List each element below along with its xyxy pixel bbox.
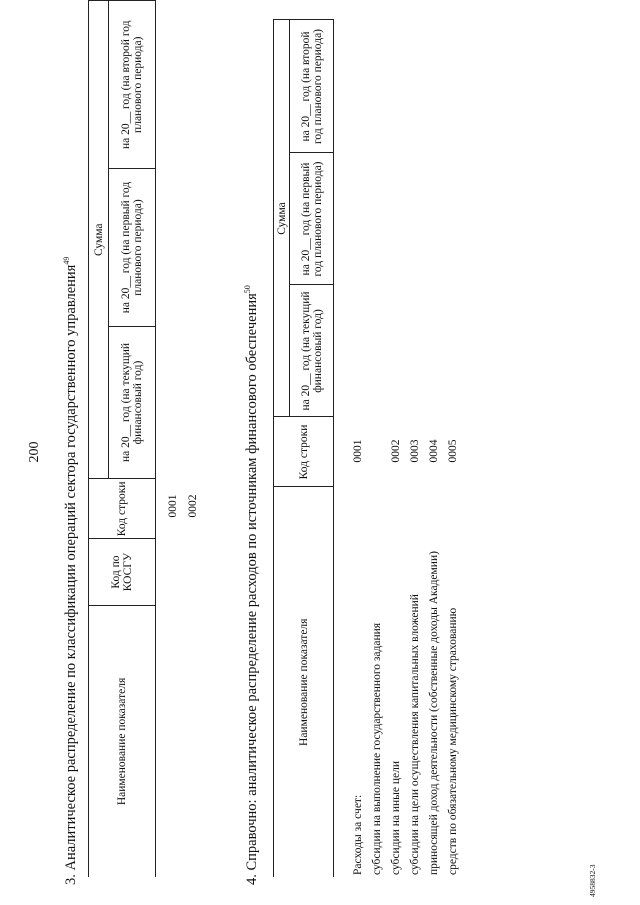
section4-row-code: 0005 xyxy=(447,439,459,463)
section4-row-label: средств по обязательному медицинскому страхованию xyxy=(447,607,459,875)
header-first-year: на 20__ год (на первый год планового периода) xyxy=(290,153,334,285)
section4-title xyxy=(243,285,261,885)
header-row-code: Код строки xyxy=(274,417,334,487)
section4-row-code: 0003 xyxy=(409,439,421,463)
section4-footnote: 50 xyxy=(243,285,252,294)
header-second-year: на 20__ год (на второй год планового периода) xyxy=(109,1,156,169)
header-kosgu: Код по КОСГУ xyxy=(89,539,156,606)
section3-row-code-2: 0002 xyxy=(187,494,199,518)
header-name: Наименование показателя xyxy=(274,487,334,877)
header-sum: Сумма xyxy=(89,1,109,479)
section4-row-code: 0002 xyxy=(390,439,402,463)
header-second-year: на 20__ год (на второй год планового периода) xyxy=(290,20,334,153)
section4-row-label: субсидии на иные цели xyxy=(390,761,402,875)
header-current-year: на 20__ год (на текущий финансовый год) xyxy=(109,326,156,479)
section4-row-label: субсидии на цели осуществления капитальных вложений xyxy=(409,594,421,875)
page-number: 200 xyxy=(27,441,42,463)
header-first-year: на 20__ год (на первый год планового периода) xyxy=(109,169,156,326)
header-name: Наименование показателя xyxy=(89,605,156,877)
section4-row-code: 0001 xyxy=(352,439,364,463)
footer-document-code: 4958832-3 xyxy=(588,864,597,897)
header-sum: Сумма xyxy=(274,20,290,417)
section3-title-text: 3. Аналитическое распределение по классификации операций сектора государственного управления xyxy=(62,264,79,885)
section3-table xyxy=(88,0,156,877)
section4-table xyxy=(273,20,334,878)
section4-row-code: 0004 xyxy=(428,439,440,463)
section3-title xyxy=(62,257,80,885)
section3-row-code-1: 0001 xyxy=(167,494,179,518)
header-current-year: на 20__ год (на текущий финансовый год) xyxy=(290,285,334,417)
header-row-code: Код строки xyxy=(89,479,156,539)
section4-row-label: приносящей доход деятельности (собственные доходы Академии) xyxy=(428,551,440,875)
section4-row-label: субсидии на выполнение государственного задания xyxy=(371,622,383,875)
section4-title-text: 4. Справочно: аналитическое распределение расходов по источникам финансового обеспечения xyxy=(243,293,260,885)
section3-footnote: 49 xyxy=(62,256,71,265)
section4-row-label: Расходы за счет: xyxy=(352,794,364,875)
